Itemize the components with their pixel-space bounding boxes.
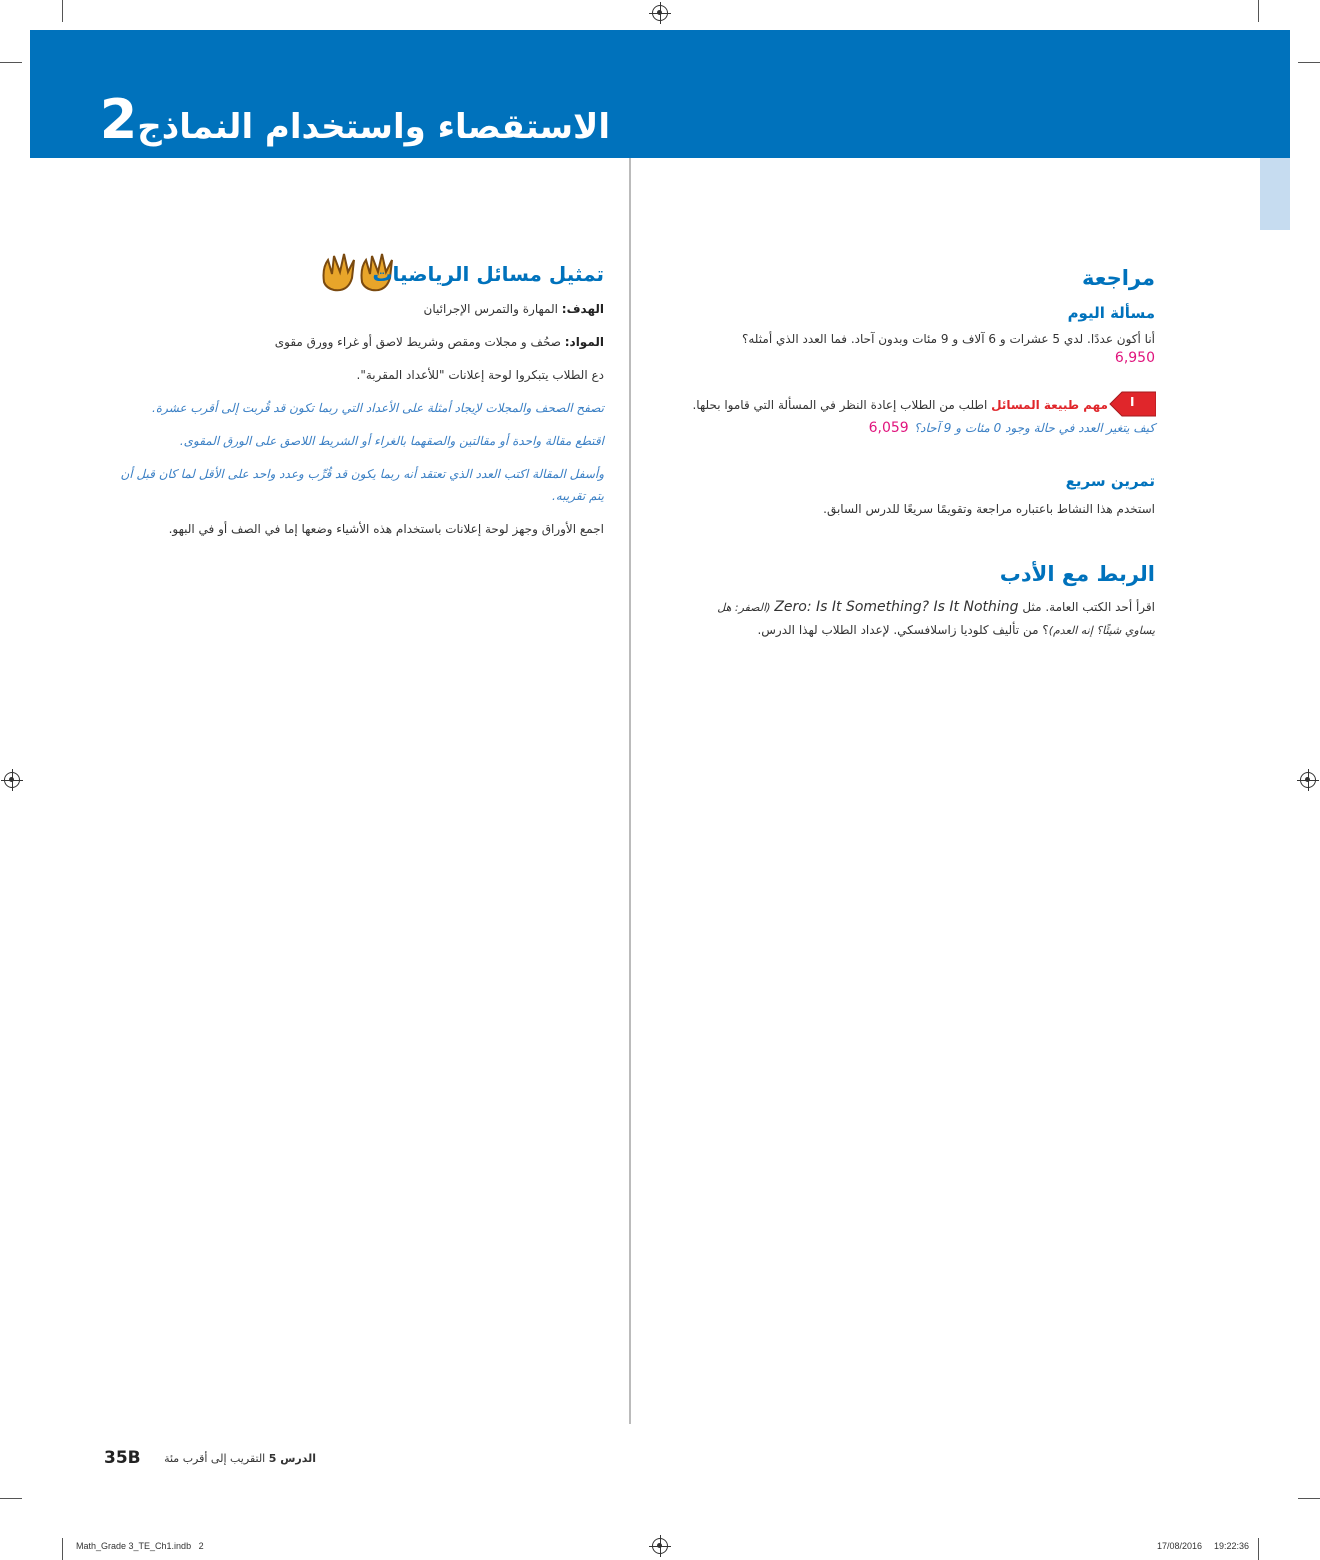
daily-problem-heading: مسألة اليوم (1067, 304, 1155, 322)
registration-mark-icon (1300, 772, 1316, 788)
crop-mark (62, 0, 63, 22)
side-tab (1260, 158, 1290, 230)
footer-lesson-title: التقريب إلى أقرب مئة (164, 1452, 266, 1465)
book-title-translation-end: يساوي شيئًا؟ إنه العدم) (1048, 624, 1155, 637)
review-section (655, 266, 1155, 290)
goal-text: المهارة والتمرس الإجرائيان (423, 302, 558, 316)
crop-mark (0, 62, 22, 63)
page-number: 35B (104, 1448, 141, 1468)
materials-label: المواد: (564, 335, 604, 349)
common-error-text: اطلب من الطلاب إعادة النظر في المسألة التي قاموا بحلها. (692, 398, 988, 412)
common-error (648, 395, 1108, 415)
literature-connection (655, 562, 1155, 642)
common-error-answer: 6,059 (868, 420, 909, 436)
book-title: Zero: Is It Something? Is It Nothing (774, 599, 1019, 615)
daily-problem-text: أنا أكون عددًا. لدي 5 عشرات و 6 آلاف و 9 مئات وبدون آحاد. فما العدد الذي أمثله؟ (742, 332, 1155, 346)
common-error-label: مهم طبيعة المسائل (991, 398, 1108, 412)
crop-mark (1298, 62, 1320, 63)
print-date: 17/08/2016 (1157, 1541, 1203, 1551)
daily-problem (655, 304, 1155, 366)
common-error-question-row (635, 417, 1155, 439)
crop-mark (1258, 1538, 1259, 1560)
crop-mark (62, 1538, 63, 1560)
book-title-translation-start: (الصفر: هل (717, 601, 771, 614)
column-divider (629, 158, 631, 1424)
banner-title (86, 88, 610, 151)
goal-label: الهدف: (561, 302, 604, 316)
crop-mark (1298, 1498, 1320, 1499)
activity-step-2: اقتطع مقالة واحدة أو مقالتين والصقهما بالغراء أو الشريط اللاصق على الورق المقوى. (179, 434, 604, 448)
registration-mark-icon (4, 772, 20, 788)
quick-practice-text: استخدم هذا النشاط باعتباره مراجعة وتقويمًا سريعًا للدرس السابق. (823, 502, 1155, 516)
activity-instruction: دع الطلاب يتبكروا لوحة إعلانات "للأعداد المقربة". (356, 368, 604, 382)
crop-mark (0, 1498, 22, 1499)
literature-heading: الربط مع الأدب (999, 562, 1155, 586)
banner-number: 2 (99, 88, 138, 151)
crop-mark (1258, 0, 1259, 22)
quick-practice-heading: تمرين سريع (1065, 472, 1155, 490)
activity-heading: تمثيل مسائل الرياضيات (372, 262, 604, 286)
activity-step-3: وأسفل المقالة اكتب العدد الذي تعتقد أنه ربما يكون قد قُرِّب وعدد واحد على الأقل لما كان قبل أن يتم تقريبه. (120, 467, 604, 503)
registration-mark-icon (652, 1538, 668, 1554)
literature-intro: اقرأ أحد الكتب العامة. مثل (1022, 600, 1155, 614)
daily-problem-answer: 6,950 (1114, 350, 1155, 366)
marker-letter: I (1130, 395, 1135, 409)
file-name: Math_Grade 3_TE_Ch1.indb 2 (76, 1541, 204, 1551)
common-error-question: كيف يتغير العدد في حالة وجود 0 مئات و 9 آحاد؟ (913, 421, 1155, 435)
print-time: 19:22:36 (1214, 1541, 1250, 1551)
materials-text: صحُف و مجلات ومقص وشريط لاصق أو غراء وورق مقوى (274, 335, 561, 349)
review-heading: مراجعة (1082, 266, 1155, 290)
banner-title-text: الاستقصاء واستخدام النماذج (137, 107, 610, 147)
literature-rest: ؟ من تأليف كلوديا زاسلافسكي. لإعداد الطلاب لهذا الدرس. (757, 623, 1049, 637)
registration-mark-icon (652, 5, 668, 21)
footer-lesson (146, 1452, 316, 1465)
activity-section (304, 262, 604, 286)
activity-step-1: تصفح الصحف والمجلات لإيجاد أمثلة على الأعداد التي ربما تكون قد قُربت إلى أقرب عشرة. (151, 401, 604, 415)
activity-body (104, 298, 604, 540)
quick-practice (655, 472, 1155, 520)
activity-closing: اجمع الأوراق وجهز لوحة إعلانات باستخدام هذه الأشياء وضعها إما في الصف أو في البهو. (168, 522, 604, 536)
footer-lesson-label: الدرس 5 (268, 1452, 316, 1465)
